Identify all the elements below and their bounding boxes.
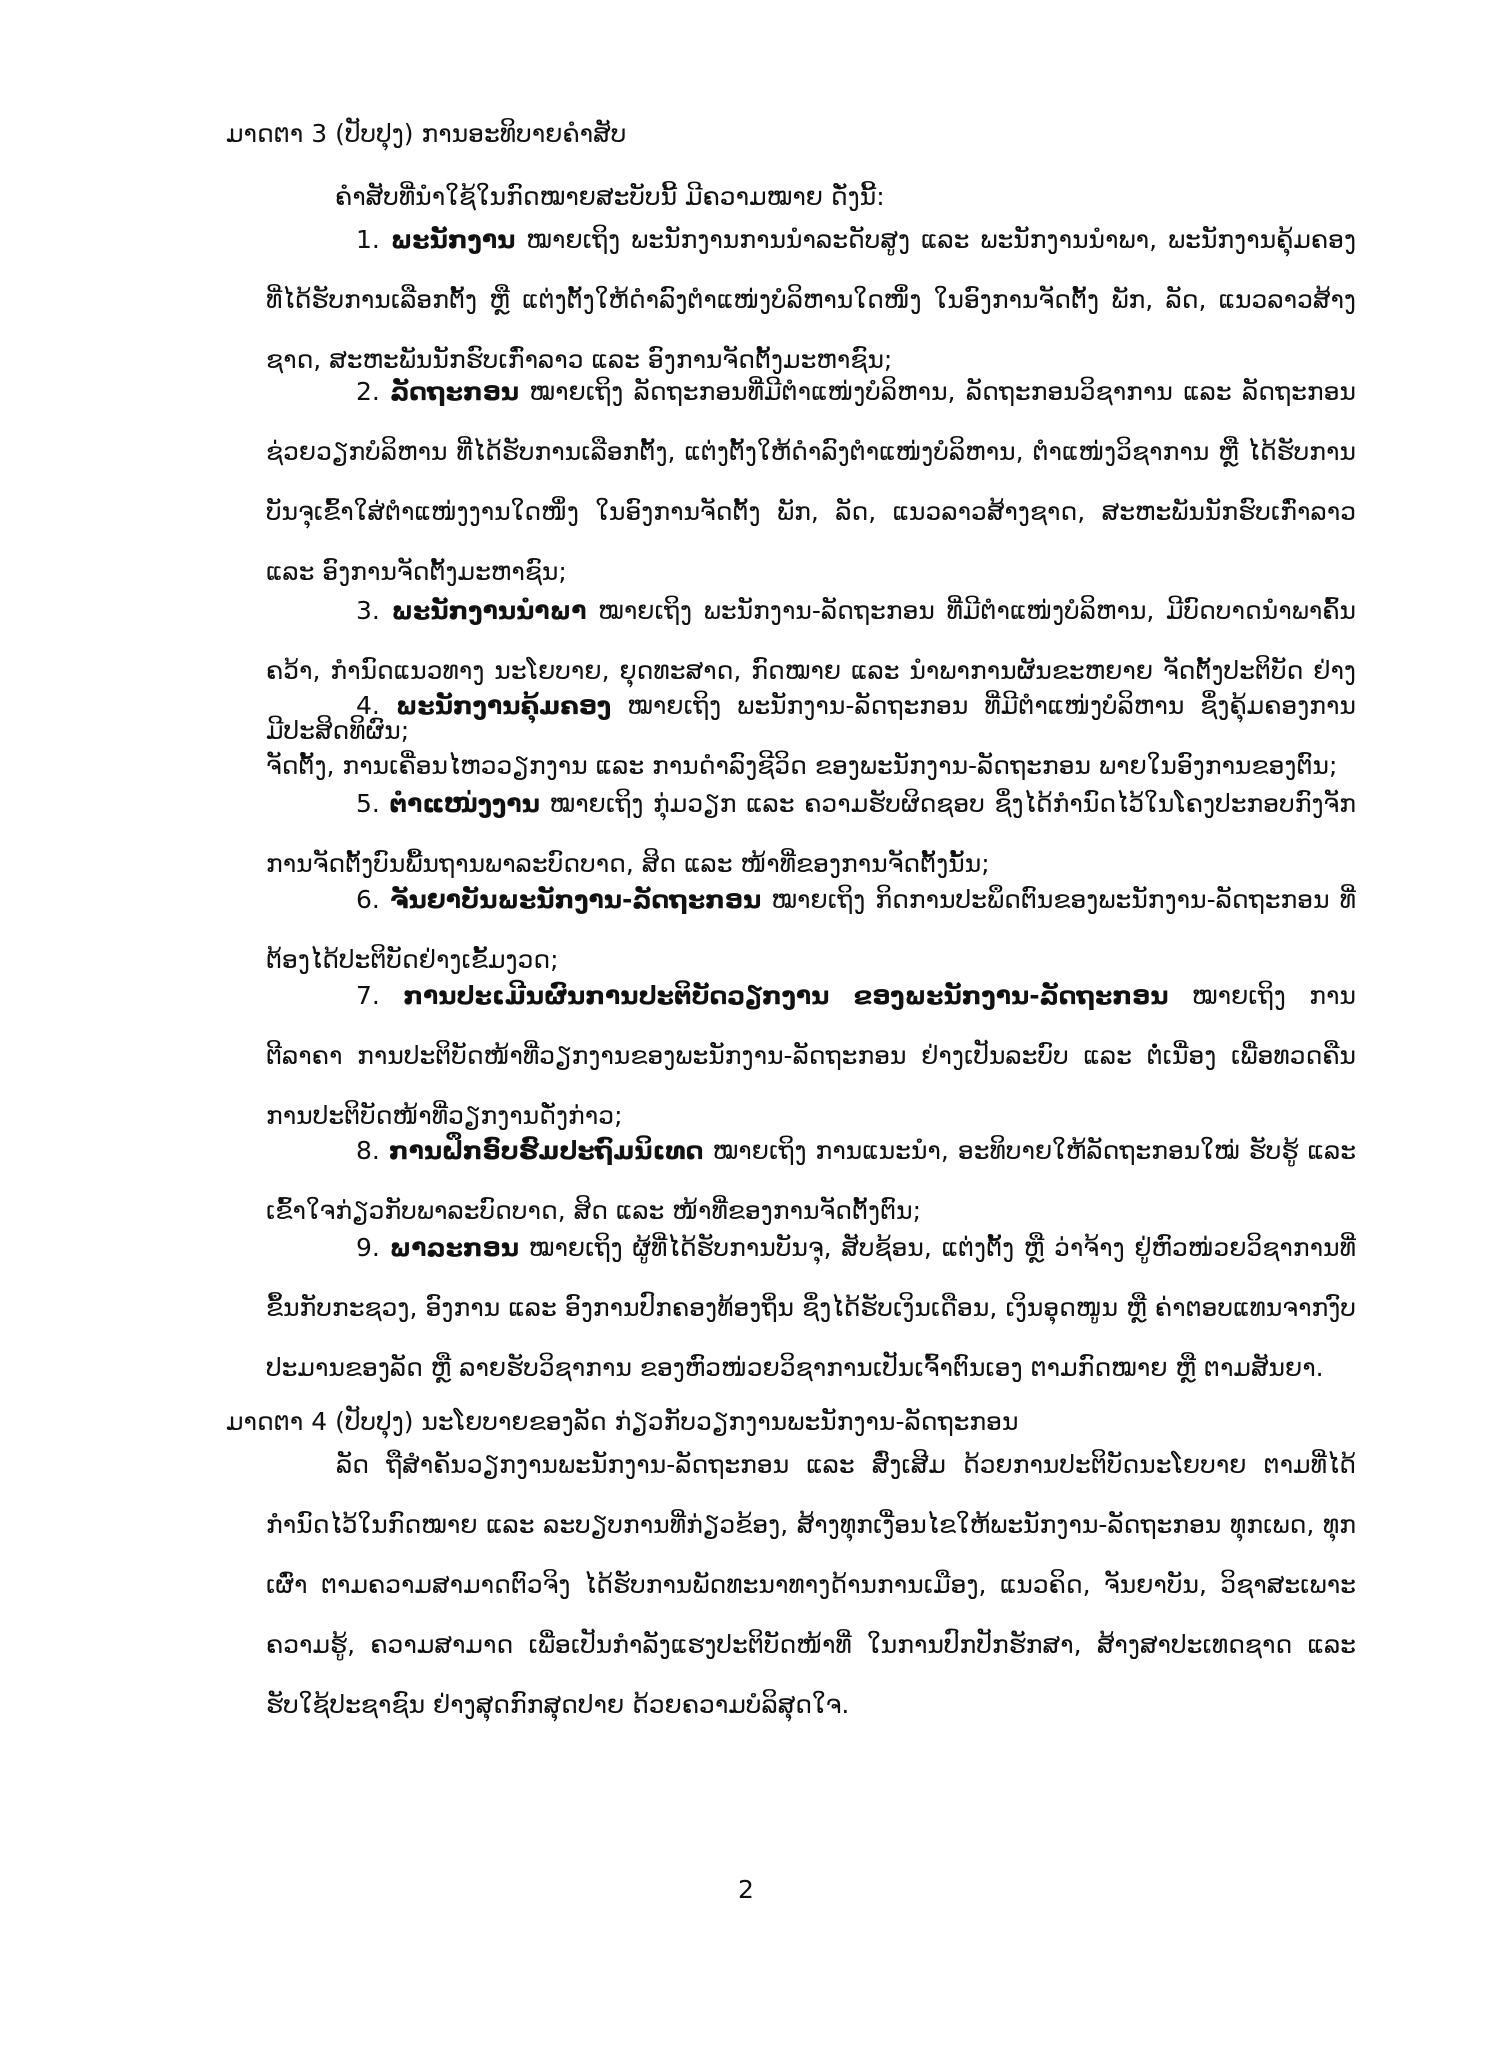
defined-term: ການປະເມີນຜົນການປະຕິບັດວຽກງານ ຂອງພະນັກງານ-ລັດຖະກອນ	[403, 981, 1169, 1010]
defined-term: ພະນັກງານນຳພາ	[391, 596, 587, 625]
definition-text: ໝາຍເຖິງ ກິດການປະພຶດຕົນຂອງພະນັກງານ-ລັດຖະກອນ ທີ່ຕ້ອງໄດ້ປະຕິບັດຢ່າງເຂັ້ມງວດ;	[266, 885, 1356, 974]
article-3-intro: ຄຳສັບທີ່ນຳໃຊ້ໃນກົດໝາຍສະບັບນີ້ ມີຄວາມໝາຍ ດັ່ງນີ້:	[335, 182, 885, 211]
article-3-heading: ມາດຕາ 3 (ປັບປຸງ) ການອະທິບາຍຄຳສັບ	[226, 119, 627, 148]
item-number: 2.	[356, 377, 380, 406]
item-number: 5.	[356, 789, 380, 818]
item-number: 9.	[356, 1233, 380, 1262]
defined-term: ພະນັກງານ	[390, 225, 516, 254]
definition-text: ໝາຍເຖິງ ການຕີລາຄາ ການປະຕິບັດໜ້າທີ່ວຽກງານຂອງພະນັກງານ-ລັດຖະກອນ ຢ່າງເປັນລະບົບ ແລະ ຕໍ່ເນື່ອງ ເພື່ອທວດຄືນການປະຕິບັດໜ້າທີ່ວຽກງານດັ່ງກ່າວ;	[266, 981, 1356, 1130]
defined-term: ພະນັກງານຄຸ້ມຄອງ	[395, 691, 612, 720]
item-number: 8.	[356, 1136, 380, 1165]
definition-text: ໝາຍເຖິງ ລັດຖະກອນທີ່ມີຕຳແໜ່ງບໍລິຫານ, ລັດຖະກອນວິຊາການ ແລະ ລັດຖະກອນຊ່ວຍວຽກບໍລິຫານ ທີ່ໄດ້ຮັບການເລືອກຕັ້ງ, ແຕ່ງຕັ້ງໃຫ້ດຳລົງຕຳແໜ່ງບໍລິຫານ, ຕຳແໜ່ງວິຊາການ ຫຼື ໄດ້ຮັບການບັນຈຸເຂົ້າໃສ່ຕຳແໜ່ງງານໃດໜຶ່ງ ໃນອົງການຈັດຕັ້ງ ພັກ, ລັດ, ແນວລາວສ້າງຊາດ, ສະຫະພັນນັກຮົບເກົ່າລາວ ແລະ ອົງການຈັດຕັ້ງມະຫາຊົນ;	[266, 377, 1356, 586]
item-number: 1.	[356, 225, 380, 254]
definition-item-2	[266, 362, 1356, 602]
article-4-heading: ມາດຕາ 4 (ປັບປຸງ) ນະໂຍບາຍຂອງລັດ ກ່ຽວກັບວຽກງານພະນັກງານ-ລັດຖະກອນ	[226, 1407, 1019, 1436]
definition-text: ໝາຍເຖິງ ພະນັກງານ-ລັດຖະກອນ ທີ່ມີຕຳແໜ່ງບໍລິຫານ ຊຶ່ງຄຸ້ມຄອງການຈັດຕັ້ງ, ການເຄື່ອນໄຫວວຽກງານ ແລະ ການດຳລົງຊີວິດ ຂອງພະນັກງານ-ລັດຖະກອນ ພາຍໃນອົງການຂອງຕົນ;	[266, 691, 1356, 780]
defined-term: ການຝຶກອົບຮົມປະຖົມນິເທດ	[388, 1136, 704, 1165]
defined-term: ຈັນຍາບັນພະນັກງານ-ລັດຖະກອນ	[389, 885, 762, 914]
definition-text: ໝາຍເຖິງ ການແນະນຳ, ອະທິບາຍໃຫ້ລັດຖະກອນໃໝ່ ຮັບຮູ້ ແລະ ເຂົ້າໃຈກ່ຽວກັບພາລະບົດບາດ, ສິດ ແລະ ໜ້າທີ່ຂອງການຈັດຕັ້ງຕົນ;	[266, 1136, 1357, 1225]
definition-text: ໝາຍເຖິງ ຜູ້ທີ່ໄດ້ຮັບການບັນຈຸ, ສັບຊ້ອນ, ແຕ່ງຕັ້ງ ຫຼື ວ່າຈ້າງ ຢູ່ຫົວໜ່ວຍວິຊາການທີ່ຂຶ້ນກັບກະຊວງ, ອົງການ ແລະ ອົງການປົກຄອງທ້ອງຖິ່ນ ຊຶ່ງໄດ້ຮັບເງິນເດືອນ, ເງິນອຸດໜູນ ຫຼື ຄ່າຕອບແທນຈາກງົບປະມານຂອງລັດ ຫຼື ລາຍຮັບວິຊາການ ຂອງຫົວໜ່ວຍວິຊາການເປັນເຈົ້າຕົນເອງ ຕາມກົດໝາຍ ຫຼື ຕາມສັນຍາ.	[266, 1233, 1356, 1382]
item-number: 7.	[356, 981, 380, 1010]
item-number: 6.	[356, 885, 380, 914]
definition-text: ໝາຍເຖິງ ພະນັກງານ-ລັດຖະກອນ ທີ່ມີຕຳແໜ່ງບໍລິຫານ, ມີບົດບາດນຳພາຄົ້ນຄວ້າ, ກຳນົດແນວທາງ ນະໂຍບາຍ, ຍຸດທະສາດ, ກົດໝາຍ ແລະ ນຳພາການຜັນຂະຫຍາຍ ຈັດຕັ້ງປະຕິບັດ ຢ່າງມີປະສິດທິຜົນ;	[266, 596, 1356, 745]
definition-text: ໝາຍເຖິງ ພະນັກງານການນຳລະດັບສູງ ແລະ ພະນັກງານນຳພາ, ພະນັກງານຄຸ້ມຄອງ ທີ່ໄດ້ຮັບການເລືອກຕັ້ງ ຫຼື ແຕ່ງຕັ້ງໃຫ້ດຳລົງຕຳແໜ່ງບໍລິຫານໃດໜຶ່ງ ໃນອົງການຈັດຕັ້ງ ພັກ, ລັດ, ແນວລາວສ້າງຊາດ, ສະຫະພັນນັກຮົບເກົ່າລາວ ແລະ ອົງການຈັດຕັ້ງມະຫາຊົນ;	[266, 225, 1356, 374]
item-number: 3.	[356, 596, 380, 625]
article-4-body: ລັດ ຖືສຳຄັນວຽກງານພະນັກງານ-ລັດຖະກອນ ແລະ ສົ່ງເສີມ ດ້ວຍການປະຕິບັດນະໂຍບາຍ ຕາມທີ່ໄດ້ກຳນົດໄວ້ໃນກົດໝາຍ ແລະ ລະບຽບການທີ່ກ່ຽວຂ້ອງ, ສ້າງທຸກເງື່ອນໄຂໃຫ້ພະນັກງານ-ລັດຖະກອນ ທຸກເພດ, ທຸກເຜົ່າ ຕາມຄວາມສາມາດຕົວຈິງ ໄດ້ຮັບການພັດທະນາທາງດ້ານການເມືອງ, ແນວຄິດ, ຈັນຍາບັນ, ວິຊາສະເພາະຄວາມຮູ້, ຄວາມສາມາດ ເພື່ອເປັນກຳລັງແຮງປະຕິບັດໜ້າທີ່ ໃນການປົກປັກຮັກສາ, ສ້າງສາປະເທດຊາດ ແລະ ຮັບໃຊ້ປະຊາຊົນ ຢ່າງສຸດກົກສຸດປາຍ ດ້ວຍຄວາມບໍລິສຸດໃຈ.	[266, 1450, 1356, 1719]
defined-term: ພາລະກອນ	[389, 1233, 520, 1262]
definition-item-7	[266, 966, 1356, 1146]
page-number: 2	[738, 1875, 754, 1904]
defined-term: ລັດຖະກອນ	[390, 377, 520, 406]
definition-item-9	[266, 1218, 1356, 1398]
item-number: 4.	[356, 691, 380, 720]
definition-text: ໝາຍເຖິງ ກຸ່ມວຽກ ແລະ ຄວາມຮັບຜິດຊອບ ຊຶ່ງໄດ້ກຳນົດໄວ້ໃນໂຄງປະກອບກົງຈັກການຈັດຕັ້ງບົນພື້ນຖານພາລະບົດບາດ, ສິດ ແລະ ໜ້າທີ່ຂອງການຈັດຕັ້ງນັ້ນ;	[266, 789, 1356, 878]
defined-term: ຕຳແໜ່ງງານ	[389, 789, 540, 818]
